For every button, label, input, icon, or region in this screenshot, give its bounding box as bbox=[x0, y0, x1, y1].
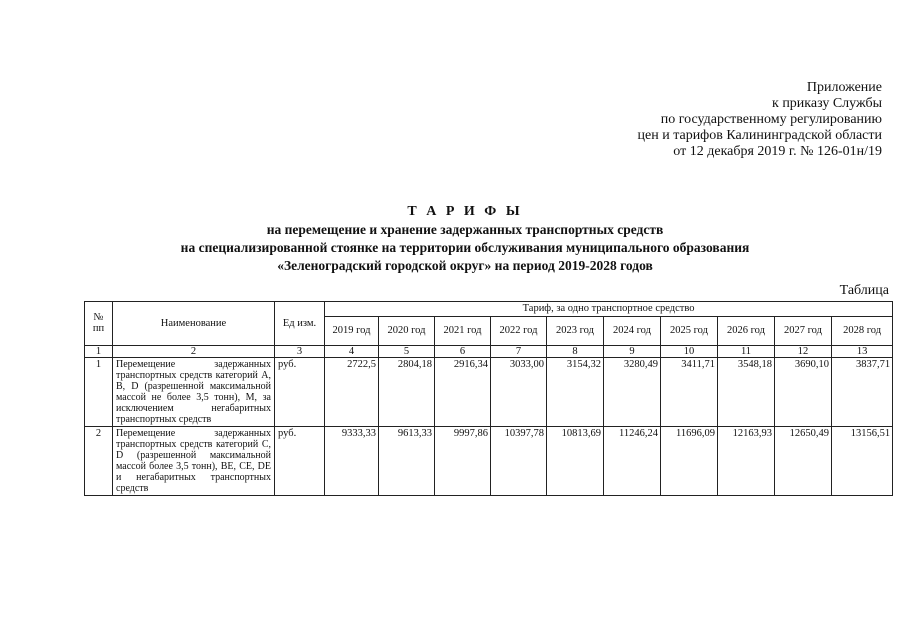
column-number: 3 bbox=[275, 345, 325, 357]
column-number: 6 bbox=[435, 345, 491, 357]
tariff-value: 9613,33 bbox=[379, 426, 435, 495]
header-name: Наименование bbox=[113, 302, 275, 346]
header-num: № пп bbox=[85, 302, 113, 346]
tariff-value: 2722,5 bbox=[325, 357, 379, 426]
tariff-table bbox=[84, 301, 893, 496]
appendix-block bbox=[600, 80, 882, 160]
title-line: на специализированной стоянке на территории обслуживания муниципального образования bbox=[180, 240, 750, 255]
header-year: 2024 год bbox=[604, 316, 661, 345]
tariff-value: 10813,69 bbox=[547, 426, 604, 495]
header-year: 2019 год bbox=[325, 316, 379, 345]
header-year: 2025 год bbox=[661, 316, 718, 345]
header-year: 2027 год bbox=[775, 316, 832, 345]
title-line: на перемещение и хранение задержанных транспортных средств bbox=[266, 222, 664, 237]
tariff-value: 3411,71 bbox=[661, 357, 718, 426]
column-number: 5 bbox=[379, 345, 435, 357]
header-year: 2026 год bbox=[718, 316, 775, 345]
table-label: Таблица bbox=[839, 283, 889, 298]
title-line: «Зеленоградский городской округ» на период 2019-2028 годов bbox=[277, 258, 653, 273]
tariff-value: 9997,86 bbox=[435, 426, 491, 495]
row-name: Перемещение задержанных транспортных средств категорий А, В, D (разрешенной максимальной массой не более 3,5 тонн), М, за исключением негабаритных транспортных средств bbox=[113, 357, 275, 426]
column-number: 13 bbox=[832, 345, 893, 357]
appendix-line: к приказу Службы bbox=[772, 96, 882, 111]
column-number: 8 bbox=[547, 345, 604, 357]
tariff-value: 3154,32 bbox=[547, 357, 604, 426]
tariff-value: 2916,34 bbox=[435, 357, 491, 426]
tariff-value: 10397,78 bbox=[491, 426, 547, 495]
header-year: 2022 год bbox=[491, 316, 547, 345]
column-number: 7 bbox=[491, 345, 547, 357]
header-year: 2028 год bbox=[832, 316, 893, 345]
header-tariff: Тариф, за одно транспортное средство bbox=[325, 302, 893, 317]
tariff-value: 2804,18 bbox=[379, 357, 435, 426]
header-year: 2023 год bbox=[547, 316, 604, 345]
tariff-value: 12163,93 bbox=[718, 426, 775, 495]
appendix-line: Приложение bbox=[806, 80, 882, 95]
column-number: 2 bbox=[113, 345, 275, 357]
document-title bbox=[140, 203, 790, 275]
tariff-value: 11246,24 bbox=[604, 426, 661, 495]
column-number-row bbox=[85, 345, 893, 357]
column-number: 12 bbox=[775, 345, 832, 357]
column-number: 9 bbox=[604, 345, 661, 357]
header-year: 2020 год bbox=[379, 316, 435, 345]
tariff-value: 12650,49 bbox=[775, 426, 832, 495]
row-name: Перемещение задержанных транспортных средств категорий С, D (разрешенной максимальной массой более 3,5 тонн), ВЕ, СЕ, DE и негабаритных транспортных средств bbox=[113, 426, 275, 495]
row-unit: руб. bbox=[275, 426, 325, 495]
header-year: 2021 год bbox=[435, 316, 491, 345]
tariff-value: 3548,18 bbox=[718, 357, 775, 426]
row-unit: руб. bbox=[275, 357, 325, 426]
tariff-value: 9333,33 bbox=[325, 426, 379, 495]
tariff-value: 11696,09 bbox=[661, 426, 718, 495]
appendix-line: по государственному регулированию bbox=[660, 112, 882, 127]
table-row bbox=[85, 426, 893, 495]
column-number: 10 bbox=[661, 345, 718, 357]
row-number: 2 bbox=[85, 426, 113, 495]
tariff-value: 3690,10 bbox=[775, 357, 832, 426]
tariff-value: 3033,00 bbox=[491, 357, 547, 426]
column-number: 11 bbox=[718, 345, 775, 357]
tariff-value: 13156,51 bbox=[832, 426, 893, 495]
column-number: 4 bbox=[325, 345, 379, 357]
table-row bbox=[85, 357, 893, 426]
title-main: Т А Р И Ф Ы bbox=[407, 204, 523, 219]
row-number: 1 bbox=[85, 357, 113, 426]
header-unit: Ед изм. bbox=[275, 302, 325, 346]
tariff-value: 3837,71 bbox=[832, 357, 893, 426]
tariff-value: 3280,49 bbox=[604, 357, 661, 426]
column-number: 1 bbox=[85, 345, 113, 357]
appendix-line: от 12 декабря 2019 г. № 126-01н/19 bbox=[673, 144, 882, 159]
appendix-line: цен и тарифов Калининградской области bbox=[637, 128, 882, 143]
